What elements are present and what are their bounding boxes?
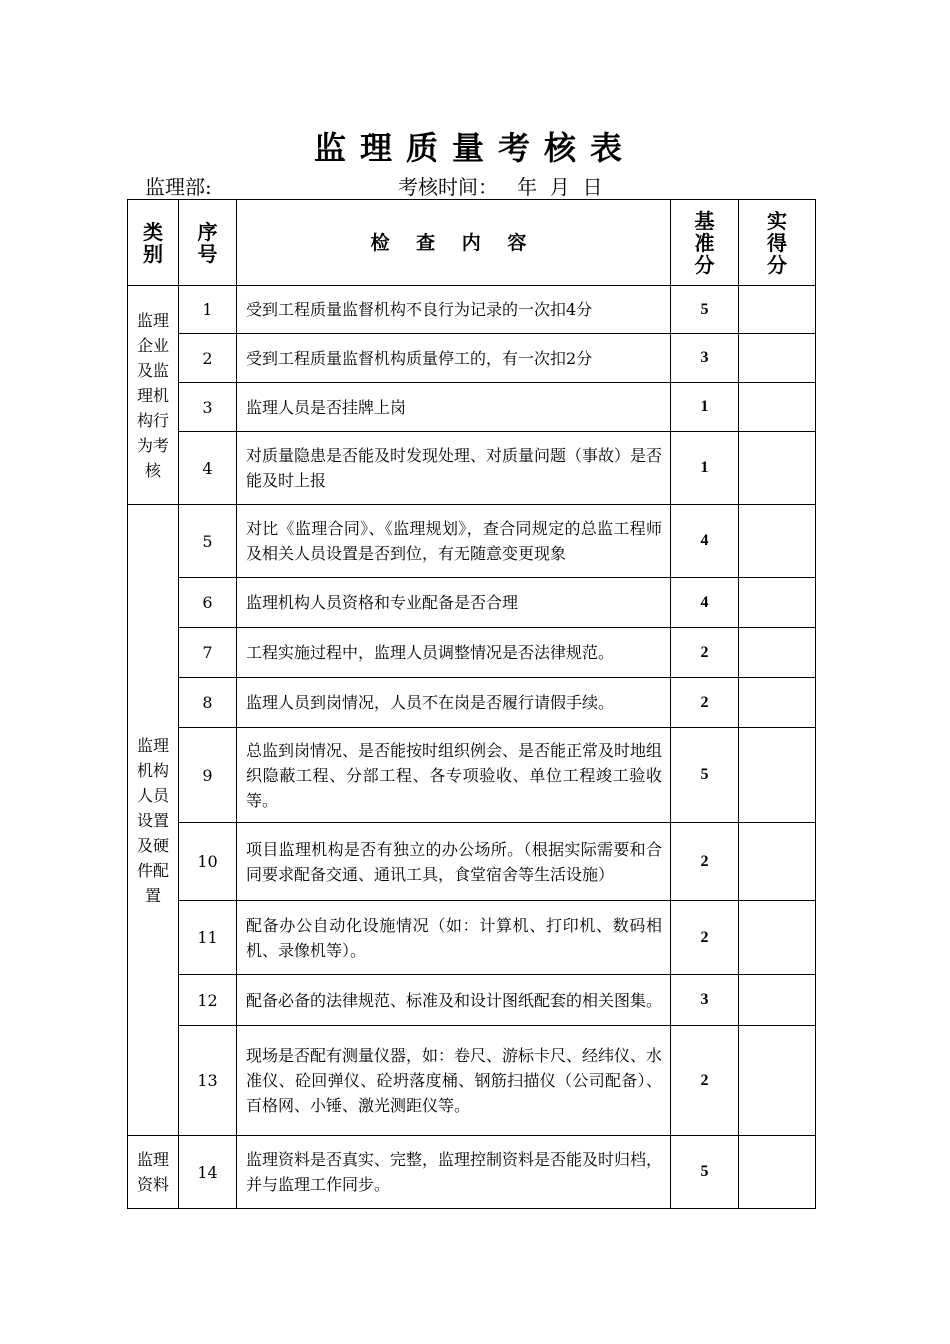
check-content: 对比《监理合同》、《监理规划》，查合同规定的总监工程师及相关人员设置是否到位，有无随意变更现象 bbox=[237, 505, 671, 578]
row-number: 10 bbox=[179, 823, 237, 901]
base-score: 2 bbox=[671, 823, 739, 901]
table-row bbox=[128, 578, 816, 628]
row-number: 7 bbox=[179, 628, 237, 678]
check-content: 受到工程质量监督机构质量停工的，有一次扣2分 bbox=[237, 334, 671, 383]
check-content: 配备办公自动化设施情况（如：计算机、打印机、数码相机、录像机等）。 bbox=[237, 901, 671, 975]
assessment-table bbox=[127, 199, 816, 1209]
actual-score-cell[interactable] bbox=[739, 578, 816, 628]
base-score: 2 bbox=[671, 901, 739, 975]
base-score: 4 bbox=[671, 505, 739, 578]
table-row bbox=[128, 1026, 816, 1136]
base-score: 5 bbox=[671, 1136, 739, 1209]
row-number: 4 bbox=[179, 432, 237, 505]
actual-score-cell[interactable] bbox=[739, 505, 816, 578]
table-row bbox=[128, 432, 816, 505]
row-number: 12 bbox=[179, 975, 237, 1026]
table-row bbox=[128, 1136, 816, 1209]
table-row bbox=[128, 975, 816, 1026]
actual-score-cell[interactable] bbox=[739, 628, 816, 678]
header-index: 序号 bbox=[179, 200, 237, 286]
check-content: 监理资料是否真实、完整，监理控制资料是否能及时归档，并与监理工作同步。 bbox=[237, 1136, 671, 1209]
base-score: 1 bbox=[671, 383, 739, 432]
check-content: 监理人员是否挂牌上岗 bbox=[237, 383, 671, 432]
table-header-row bbox=[128, 200, 816, 286]
actual-score-cell[interactable] bbox=[739, 1136, 816, 1209]
actual-score-cell[interactable] bbox=[739, 432, 816, 505]
base-score: 3 bbox=[671, 334, 739, 383]
row-number: 3 bbox=[179, 383, 237, 432]
base-score: 4 bbox=[671, 578, 739, 628]
check-content: 总监到岗情况、是否能按时组织例会、是否能正常及时地组织隐蔽工程、分部工程、各专项验收、单位工程竣工验收等。 bbox=[237, 728, 671, 823]
base-score: 2 bbox=[671, 1026, 739, 1136]
row-number: 6 bbox=[179, 578, 237, 628]
assessment-time-label: 考核时间： 年 月 日 bbox=[398, 175, 603, 199]
page-title: 监理质量考核表 bbox=[313, 129, 636, 167]
check-content: 对质量隐患是否能及时发现处理、对质量问题（事故）是否能及时上报 bbox=[237, 432, 671, 505]
actual-score-cell[interactable] bbox=[739, 823, 816, 901]
base-score: 1 bbox=[671, 432, 739, 505]
header-category: 类别 bbox=[128, 200, 179, 286]
base-score: 5 bbox=[671, 286, 739, 334]
check-content: 监理人员到岗情况，人员不在岗是否履行请假手续。 bbox=[237, 678, 671, 728]
row-number: 11 bbox=[179, 901, 237, 975]
actual-score-cell[interactable] bbox=[739, 728, 816, 823]
base-score: 2 bbox=[671, 678, 739, 728]
row-number: 13 bbox=[179, 1026, 237, 1136]
row-number: 8 bbox=[179, 678, 237, 728]
check-content: 监理机构人员资格和专业配备是否合理 bbox=[237, 578, 671, 628]
row-number: 9 bbox=[179, 728, 237, 823]
department-label: 监理部: bbox=[145, 175, 212, 199]
actual-score-cell[interactable] bbox=[739, 286, 816, 334]
check-content: 配备必备的法律规范、标准及和设计图纸配套的相关图集。 bbox=[237, 975, 671, 1026]
actual-score-cell[interactable] bbox=[739, 975, 816, 1026]
category-cell: 监理企业及监理机构行为考核 bbox=[128, 286, 179, 505]
base-score: 3 bbox=[671, 975, 739, 1026]
check-content: 项目监理机构是否有独立的办公场所。（根据实际需要和合同要求配备交通、通讯工具，食堂宿舍等生活设施） bbox=[237, 823, 671, 901]
category-cell: 监理机构人员设置及硬件配置 bbox=[128, 505, 179, 1136]
actual-score-cell[interactable] bbox=[739, 1026, 816, 1136]
table-row bbox=[128, 628, 816, 678]
actual-score-cell[interactable] bbox=[739, 678, 816, 728]
check-content: 工程实施过程中，监理人员调整情况是否法律规范。 bbox=[237, 628, 671, 678]
check-content: 受到工程质量监督机构不良行为记录的一次扣4分 bbox=[237, 286, 671, 334]
actual-score-cell[interactable] bbox=[739, 334, 816, 383]
row-number: 1 bbox=[179, 286, 237, 334]
table-row bbox=[128, 728, 816, 823]
table-row bbox=[128, 505, 816, 578]
actual-score-cell[interactable] bbox=[739, 901, 816, 975]
actual-score-cell[interactable] bbox=[739, 383, 816, 432]
row-number: 14 bbox=[179, 1136, 237, 1209]
header-content: 检 查 内 容 bbox=[237, 200, 671, 286]
check-content: 现场是否配有测量仪器，如：卷尺、游标卡尺、经纬仪、水准仪、砼回弹仪、砼坍落度桶、钢筋扫描仪（公司配备）、百格网、小锤、激光测距仪等。 bbox=[237, 1026, 671, 1136]
base-score: 2 bbox=[671, 628, 739, 678]
table-row bbox=[128, 678, 816, 728]
row-number: 5 bbox=[179, 505, 237, 578]
header-actual-score: 实得分 bbox=[739, 200, 816, 286]
table-row bbox=[128, 334, 816, 383]
table-row bbox=[128, 823, 816, 901]
row-number: 2 bbox=[179, 334, 237, 383]
category-cell: 监理资料 bbox=[128, 1136, 179, 1209]
table-row bbox=[128, 383, 816, 432]
table-row bbox=[128, 901, 816, 975]
header-base-score: 基准分 bbox=[671, 200, 739, 286]
base-score: 5 bbox=[671, 728, 739, 823]
table-row bbox=[128, 286, 816, 334]
